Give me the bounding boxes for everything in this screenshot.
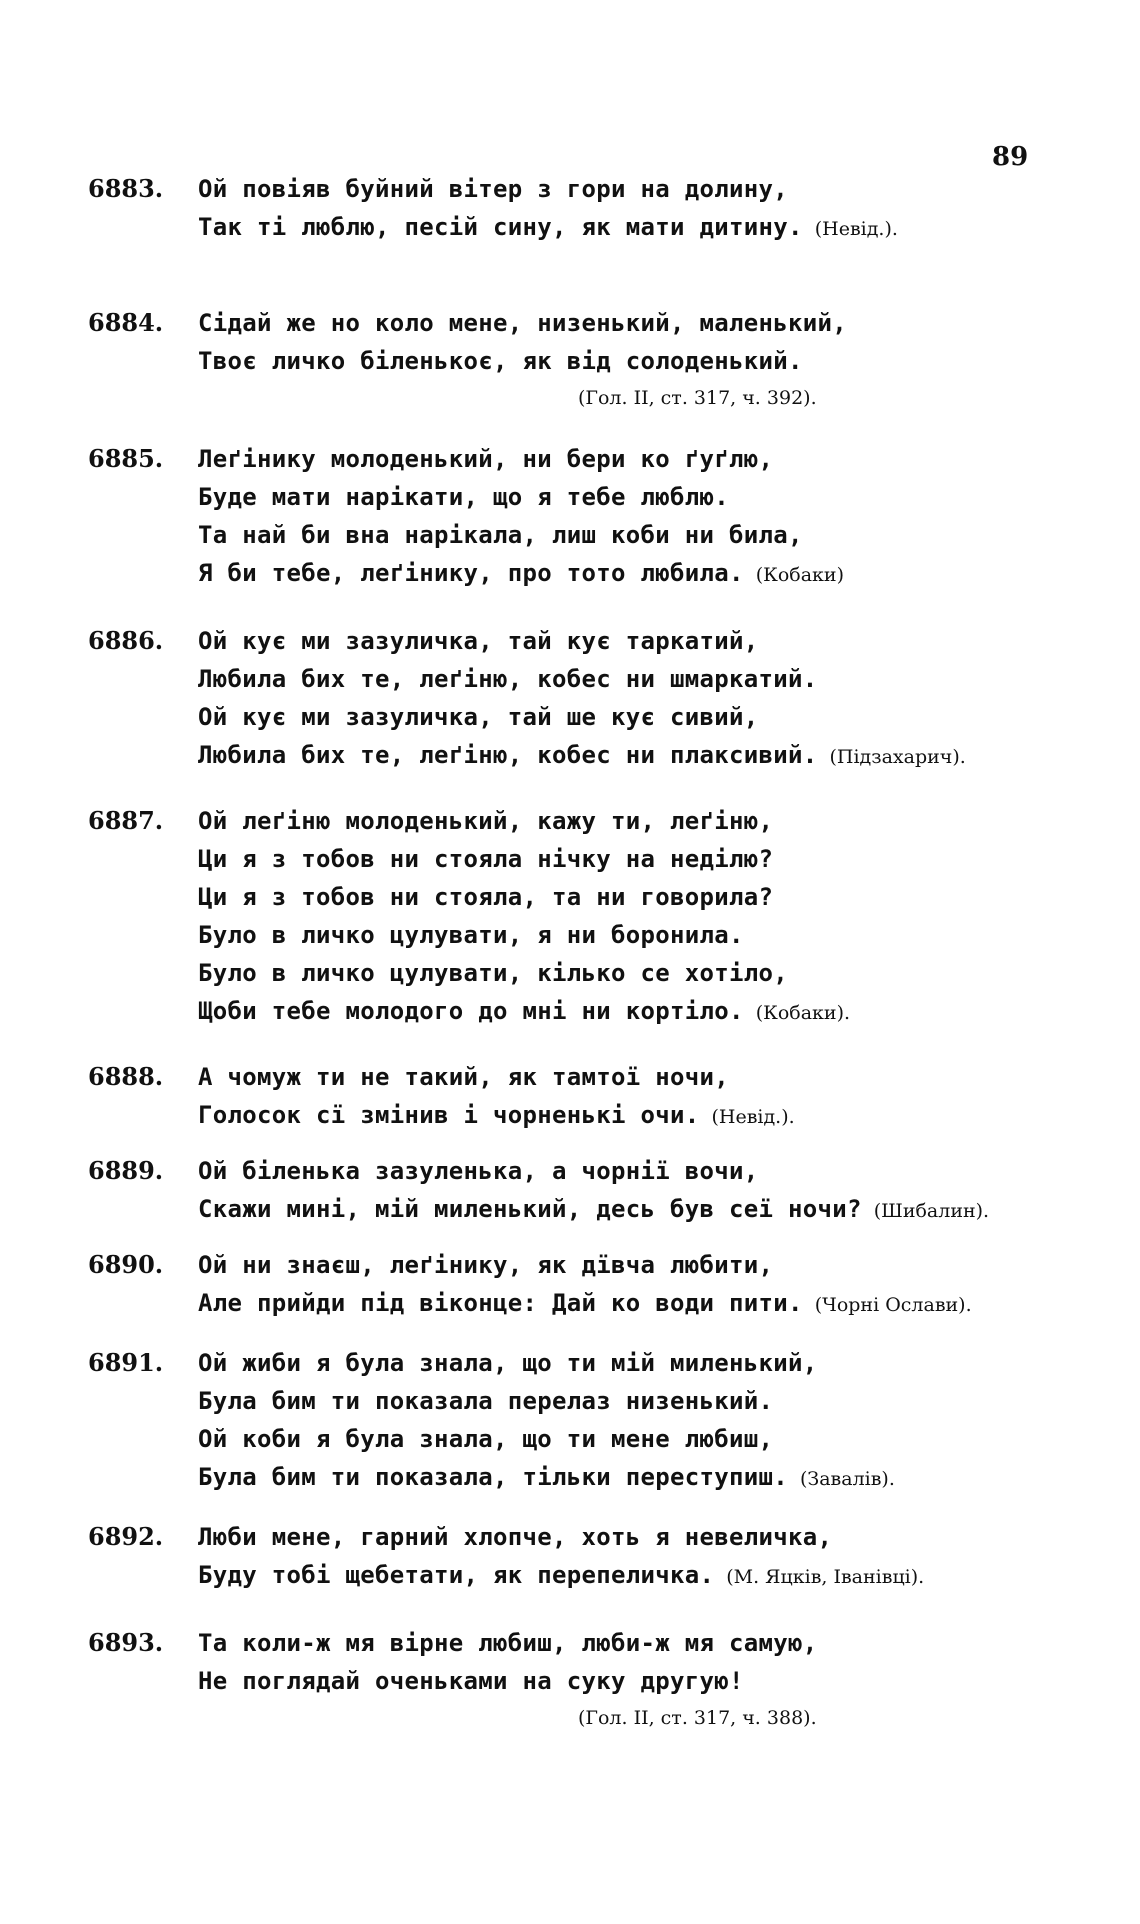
verse-line: Та коли-ж мя вірне любиш, люби-ж мя самую,	[198, 1629, 818, 1657]
verse-line-with-source	[198, 208, 1098, 246]
verse-lines	[198, 1518, 1098, 1594]
verse-lines	[198, 1246, 1098, 1322]
verse-line: Любила бих те, леґіню, кобес ни плаксивий.	[198, 741, 818, 769]
entry-number: 6888.	[88, 1062, 164, 1091]
verse-line: Ой коби я була знала, що ти мене любиш,	[198, 1425, 774, 1453]
verse-line: Ци я з тобов ни стояла нічку на неділю?	[198, 845, 774, 873]
source-note: (Чорні Ослави).	[814, 1294, 972, 1316]
entry-number: 6890.	[88, 1250, 164, 1279]
verse-line: А чомуж ти не такий, як тамтої ночи,	[198, 1063, 729, 1091]
verse-line: Буде мати нарікати, що я тебе люблю.	[198, 483, 729, 511]
entry-number: 6887.	[88, 806, 164, 835]
entry-number: 6891.	[88, 1348, 164, 1377]
verse-line: Та най би вна нарікала, лиш коби ни била,	[198, 521, 803, 549]
verse-line-with-source	[198, 554, 1098, 592]
verse-line: Ой жиби я була знала, що ти мій миленький,	[198, 1349, 818, 1377]
verse-lines	[198, 622, 1098, 774]
source-note: (Завалів).	[799, 1468, 895, 1490]
verse-lines	[198, 1624, 1098, 1736]
verse-line: Було в личко цулувати, я ни боронила.	[198, 921, 744, 949]
verse-line: Була бим ти показала, тільки переступиш.	[198, 1463, 788, 1491]
entry-number: 6889.	[88, 1156, 164, 1185]
verse-line: Скажи мині, мій миленький, десь був сеї ночи?	[198, 1195, 862, 1223]
entry-number: 6892.	[88, 1522, 164, 1551]
verse-line: Сідай же но коло мене, низенький, маленький,	[198, 309, 847, 337]
verse-lines	[198, 304, 1098, 416]
entry-number: 6885.	[88, 444, 164, 473]
entry-number: 6886.	[88, 626, 164, 655]
verse-line-with-source	[198, 736, 1098, 774]
verse-line: Буду тобі щебетати, як перепеличка.	[198, 1561, 715, 1589]
verse-line-with-source	[198, 1458, 1098, 1496]
verse-line: Щоби тебе молодого до мні ни кортіло.	[198, 997, 744, 1025]
verse-lines	[198, 802, 1098, 1030]
verse-line: Любила бих те, леґіню, кобес ни шмаркатий.	[198, 665, 818, 693]
source-note: (Гол. II, ст. 317, ч. 392).	[578, 387, 817, 409]
source-note: (Шибалин).	[873, 1200, 990, 1222]
entry-number: 6883.	[88, 174, 164, 203]
source-note: (Кобаки)	[755, 564, 845, 586]
source-note: (Невід.).	[814, 218, 898, 240]
source-note: (М. Яцків, Іванівці).	[726, 1566, 925, 1588]
verse-line: Так ті люблю, песій сину, як мати дитину.	[198, 213, 803, 241]
verse-line: Ой ни знаєш, леґінику, як дївча любити,	[198, 1251, 774, 1279]
entry-number: 6893.	[88, 1628, 164, 1657]
verse-line: Ой леґіню молоденький, кажу ти, леґіню,	[198, 807, 774, 835]
verse-line-with-source	[198, 1096, 1098, 1134]
verse-line-with-source	[198, 1556, 1098, 1594]
verse-line: Була бим ти показала перелаз низенький.	[198, 1387, 774, 1415]
verse-lines	[198, 1152, 1098, 1228]
source-note: (Кобаки).	[755, 1002, 851, 1024]
verse-lines	[198, 1344, 1098, 1496]
verse-line: Твоє личко біленькоє, як від солоденький.	[198, 347, 803, 375]
verse-line: Ци я з тобов ни стояла, та ни говорила?	[198, 883, 774, 911]
verse-line: Ой біленька зазуленька, а чорнії вочи,	[198, 1157, 759, 1185]
verse-line: Було в личко цулувати, кілько се хотіло,	[198, 959, 788, 987]
verse-line: Голосок сї змінив і чорненькі очи.	[198, 1101, 700, 1129]
verse-line: Але прийди під віконце: Дай ко води пити.	[198, 1289, 803, 1317]
verse-line: Не поглядай оченьками на суку другую!	[198, 1667, 744, 1695]
verse-line: Леґінику молоденький, ни бери ко ґуґлю,	[198, 445, 774, 473]
source-note: (Підзахарич).	[829, 746, 966, 768]
verse-line-with-source	[198, 1190, 1098, 1228]
verse-lines	[198, 440, 1098, 592]
source-note: (Гол. II, ст. 317, ч. 388).	[578, 1707, 817, 1729]
verse-line-with-source	[198, 1284, 1098, 1322]
entry-number: 6884.	[88, 308, 164, 337]
verse-line: Ой повіяв буйний вітер з гори на долину,	[198, 175, 788, 203]
verse-lines	[198, 170, 1098, 246]
verse-line-with-source	[198, 992, 1098, 1030]
verse-line: Я би тебе, леґінику, про тото любила.	[198, 559, 744, 587]
source-note: (Невід.).	[711, 1106, 795, 1128]
verse-lines	[198, 1058, 1098, 1134]
verse-line: Ой кує ми зазуличка, тай ше кує сивий,	[198, 703, 759, 731]
verse-line: Ой кує ми зазуличка, тай кує таркатий,	[198, 627, 759, 655]
verse-line: Люби мене, гарний хлопче, хоть я невеличка,	[198, 1523, 833, 1551]
page-number: 89	[992, 142, 1029, 172]
